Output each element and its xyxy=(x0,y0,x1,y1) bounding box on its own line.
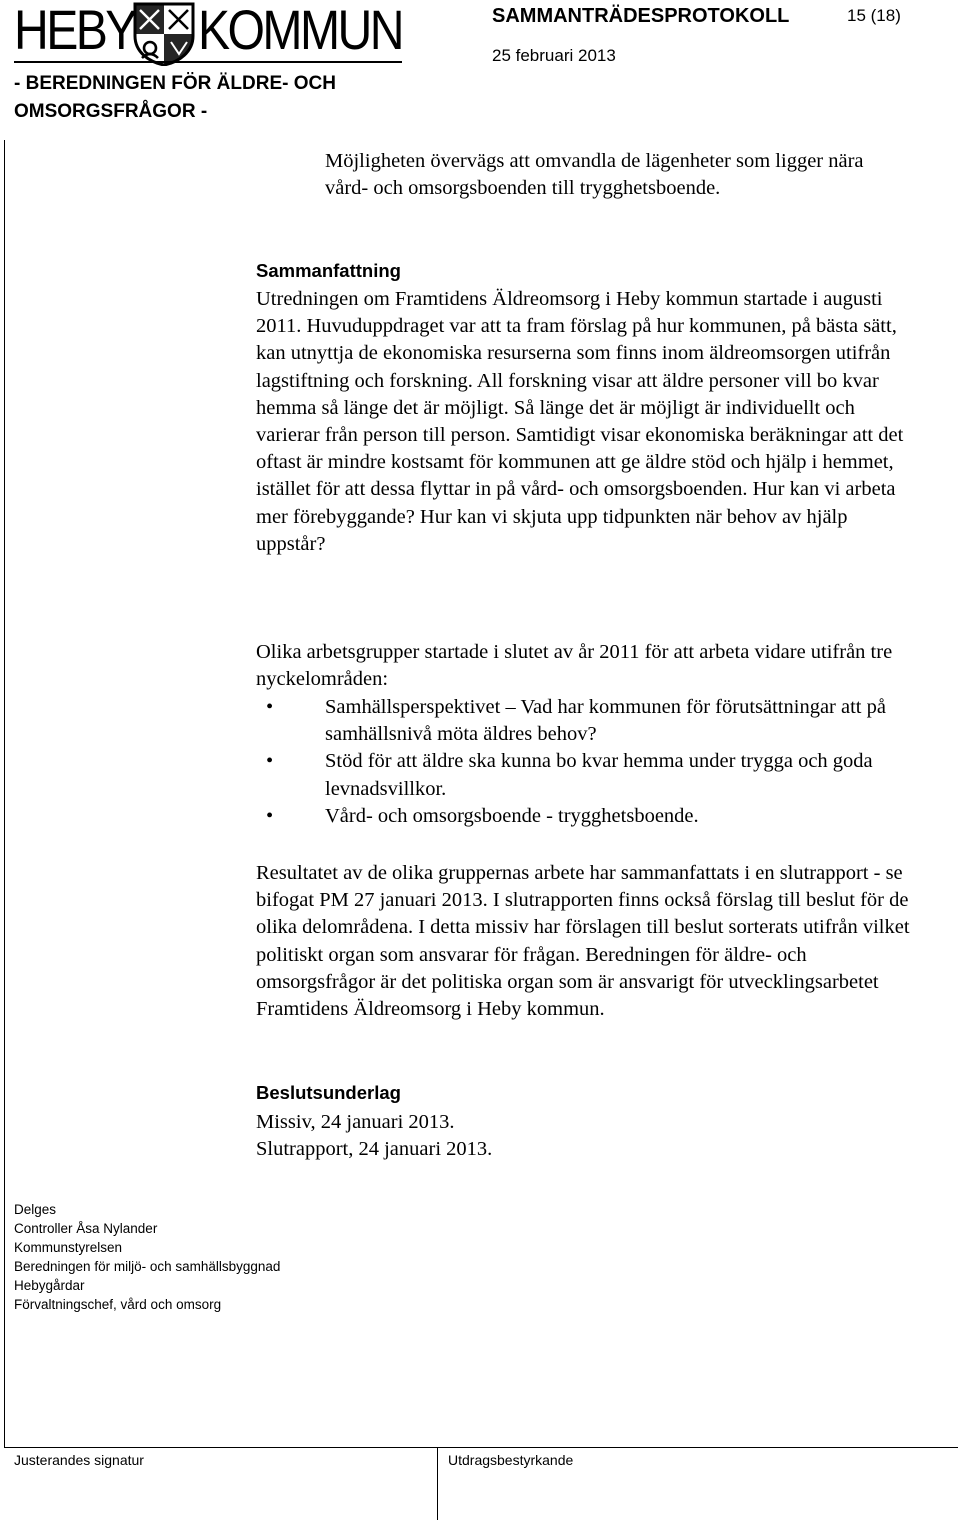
distribution-item: Controller Åsa Nylander xyxy=(14,1221,158,1236)
protocol-title: SAMMANTRÄDESPROTOKOLL xyxy=(492,5,790,27)
summary-heading: Sammanfattning xyxy=(256,260,401,281)
footer-divider xyxy=(437,1447,438,1520)
bullet-icon: • xyxy=(266,696,274,718)
decision-basis-item: Slutrapport, 24 januari 2013. xyxy=(256,1138,493,1161)
key-areas-list xyxy=(256,694,936,830)
committee-name xyxy=(14,70,414,126)
list-item xyxy=(256,803,936,830)
meeting-date: 25 februari 2013 xyxy=(492,46,616,65)
intro-paragraph: Möjligheten övervägs att omvandla de lägenheter som ligger nära vård- och omsorgsboenden till trygghetsboende. xyxy=(325,150,864,200)
certification-label: Utdragsbestyrkande xyxy=(448,1452,574,1468)
bullet-icon: • xyxy=(266,804,274,827)
distribution-item: Kommunstyrelsen xyxy=(14,1240,123,1255)
list-item-text: Samhällsperspektivet – Vad har kommunen för förutsättningar att på samhällsnivå möta äldres behov? xyxy=(325,696,886,746)
logo-underline xyxy=(14,61,402,63)
list-item-text: Stöd för att äldre ska kunna bo kvar hemma under trygga och goda levnadsvillkor. xyxy=(325,750,873,800)
workgroups-paragraph: Olika arbetsgrupper startade i slutet av år 2011 för att arbeta vidare utifrån tre nyckelområden: xyxy=(256,641,893,691)
list-item xyxy=(256,748,936,802)
committee-name-line2: OMSORGSFRÅGOR - xyxy=(14,101,208,122)
distribution-item: Förvaltningschef, vård och omsorg xyxy=(14,1297,222,1312)
result-paragraph: Resultatet av de olika gruppernas arbete har sammanfattats i en slutrapport - se bifogat PM 27 januari 2013. I slutrapporten finns också förslag till beslut för de olika delområdena. I detta missiv har förslagen till beslut sorterats utifrån vilket politiskt organ som ansvarar för frågan. Beredningen för äldre- och omsorgsfrågor är det politiska organ som är ansvarigt för utvecklingsarbetet Framtidens Äldreomsorg i Heby kommun. xyxy=(256,862,910,1021)
distribution-item: Hebygårdar xyxy=(14,1278,85,1293)
decision-basis-item: Missiv, 24 januari 2013. xyxy=(256,1111,455,1133)
decision-basis-list xyxy=(256,1109,856,1163)
summary-paragraph: Utredningen om Framtidens Äldreomsorg i Heby kommun startade i augusti 2011. Huvuduppdraget var att ta fram förslag på hur kommunen, på bästa sätt, kan utnyttja de ekonomiska resurserna som finns inom äldreomsorgen utifrån lagstiftning och forskning. All forskning visar att äldre personer vill bo kvar hemma så länge det är möjligt. Så länge det är möjligt är individuellt och varierar från person till person. Samtidigt visar ekonomiska beräkningar att det oftast är mindre kostsamt för kommunen att ge äldre stöd och hjälp i hemmet, istället för att dessa flyttar in på vård- och omsorgsboenden. Hur kan vi arbeta mer förebyggande? Hur kan vi skjuta upp tidpunkten när behov av hjälp uppstår? xyxy=(256,288,904,555)
bullet-icon: • xyxy=(266,750,274,773)
distribution-heading: Delges xyxy=(14,1202,57,1217)
distribution-item: Beredningen för miljö- och samhällsbyggnad xyxy=(14,1259,281,1274)
committee-name-line1: - BEREDNINGEN FÖR ÄLDRE- OCH xyxy=(14,73,336,94)
decision-basis-heading: Beslutsunderlag xyxy=(256,1082,401,1103)
left-margin-rule xyxy=(4,140,5,1448)
logo-kommun-text: KOMMUN xyxy=(198,0,402,61)
footer-rule xyxy=(4,1447,958,1448)
distribution-list xyxy=(14,1200,280,1314)
page-number: 15 (18) xyxy=(847,6,901,25)
list-item xyxy=(256,694,936,748)
list-item-text: Vård- och omsorgsboende - trygghetsboende. xyxy=(325,804,699,827)
coat-of-arms-icon xyxy=(133,2,195,66)
signature-label: Justerandes signatur xyxy=(14,1452,144,1468)
logo-heby-text: HEBY xyxy=(14,0,135,61)
